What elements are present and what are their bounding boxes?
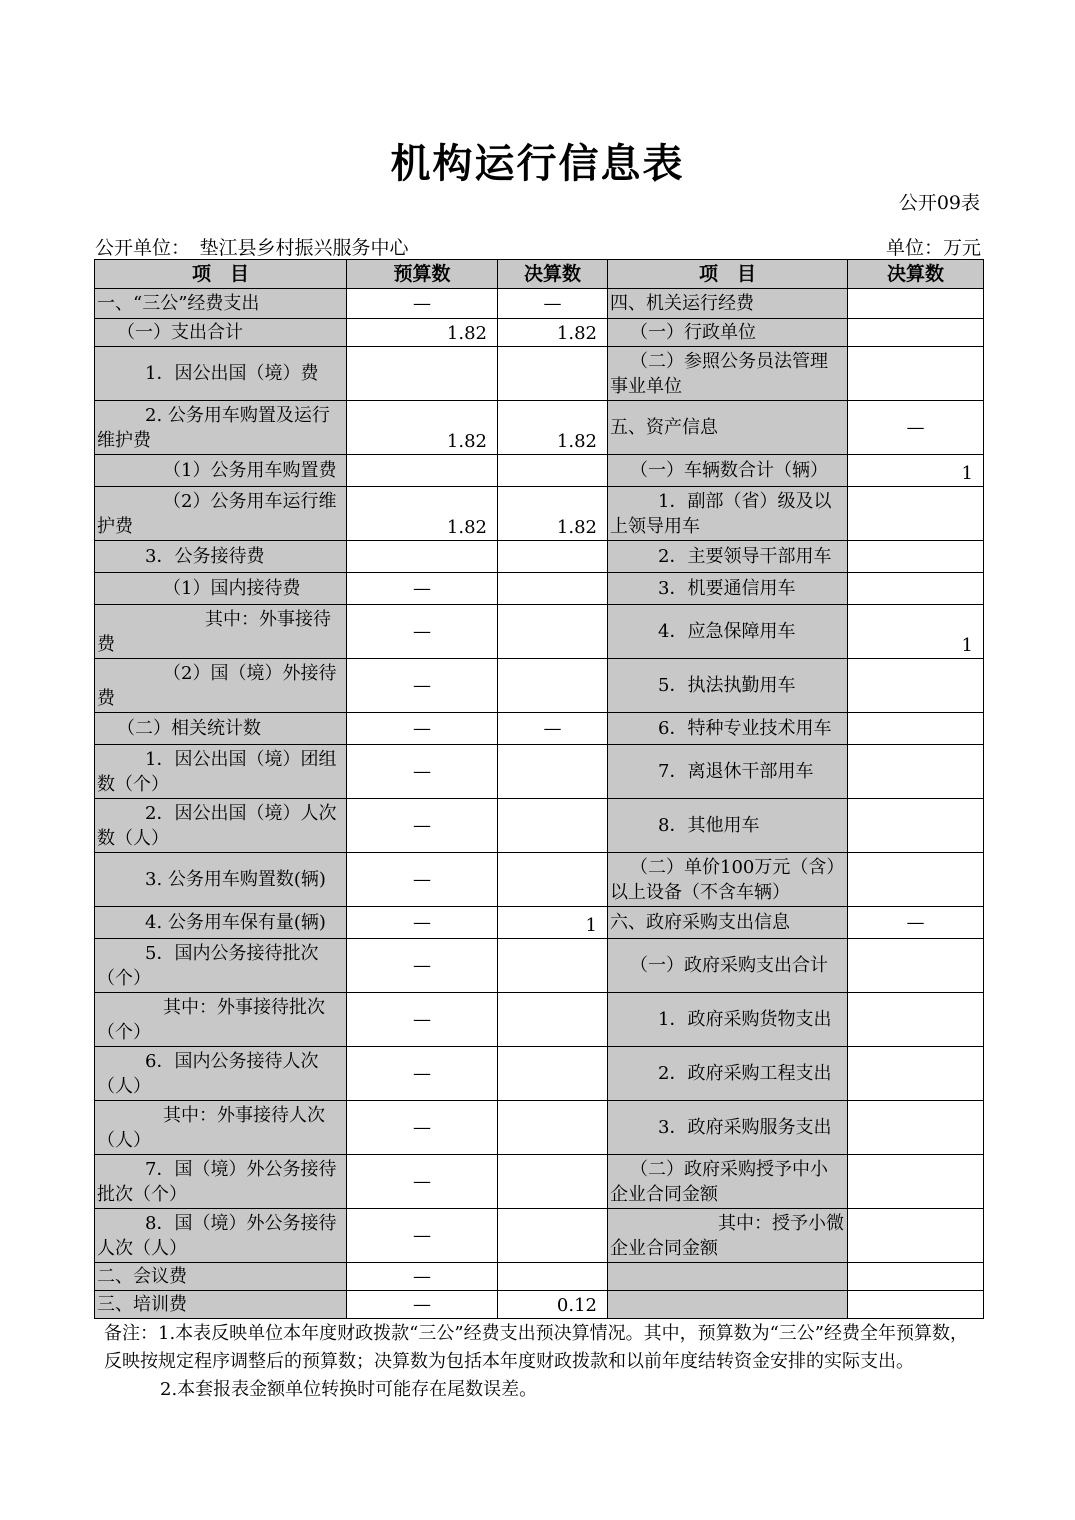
table-header	[95, 260, 984, 289]
cell-item2: 7．离退休干部用车	[608, 745, 848, 799]
header-budget: 预算数	[347, 260, 498, 289]
cell-final	[498, 745, 608, 799]
cell-item: 4. 公务用车保有量(辆)	[95, 907, 347, 939]
table-row	[95, 799, 984, 853]
cell-budget: —	[347, 939, 498, 993]
cell-item2: 1．政府采购货物支出	[608, 993, 848, 1047]
cell-item: 3. 公务用车购置数(辆)	[95, 853, 347, 907]
cell-item: 其中：外事接待费	[95, 605, 347, 659]
cell-item: （二）相关统计数	[95, 713, 347, 745]
cell-final	[498, 939, 608, 993]
cell-final2	[848, 541, 984, 573]
cell-final	[498, 799, 608, 853]
cell-final: 1	[498, 907, 608, 939]
cell-budget	[347, 347, 498, 401]
cell-final	[498, 541, 608, 573]
cell-final	[498, 1101, 608, 1155]
notes	[104, 1320, 984, 1404]
cell-budget: —	[347, 993, 498, 1047]
cell-final: —	[498, 713, 608, 745]
cell-final2	[848, 573, 984, 605]
cell-budget: —	[347, 853, 498, 907]
info-table	[94, 259, 984, 1319]
cell-final2	[848, 487, 984, 541]
cell-item2: （一）行政单位	[608, 319, 848, 347]
cell-final2: 1	[848, 605, 984, 659]
cell-final	[498, 347, 608, 401]
cell-item2: 六、政府采购支出信息	[608, 907, 848, 939]
cell-item: 1．因公出国（境）费	[95, 347, 347, 401]
note-2: 2.本套报表金额单位转换时可能存在尾数误差。	[160, 1379, 538, 1400]
table-row	[95, 573, 984, 605]
table-row	[95, 487, 984, 541]
cell-budget: —	[347, 1291, 498, 1319]
cell-item2: （二）单价100万元（含）以上设备（不含车辆）	[608, 853, 848, 907]
cell-item2: 2．主要领导干部用车	[608, 541, 848, 573]
cell-item: 7．国（境）外公务接待批次（个）	[95, 1155, 347, 1209]
table-row	[95, 939, 984, 993]
table-row	[95, 1291, 984, 1319]
cell-final: 1.82	[498, 319, 608, 347]
cell-final	[498, 1047, 608, 1101]
cell-final: 1.82	[498, 487, 608, 541]
table-row	[95, 1101, 984, 1155]
cell-item: （2）国（境）外接待费	[95, 659, 347, 713]
header-item: 项 目	[95, 260, 347, 289]
table-row	[95, 1263, 984, 1291]
cell-final2	[848, 347, 984, 401]
cell-final	[498, 1155, 608, 1209]
cell-budget: 1.82	[347, 401, 498, 455]
cell-item2	[608, 1291, 848, 1319]
cell-budget: —	[347, 1155, 498, 1209]
cell-item2: 5．执法执勤用车	[608, 659, 848, 713]
cell-budget: 1.82	[347, 487, 498, 541]
table-row	[95, 401, 984, 455]
cell-item2: 4．应急保障用车	[608, 605, 848, 659]
cell-final2	[848, 1291, 984, 1319]
cell-final2	[848, 853, 984, 907]
reporting-unit: 公开单位： 垫江县乡村振兴服务中心	[95, 237, 409, 259]
cell-final2	[848, 319, 984, 347]
unit-row	[95, 233, 981, 259]
table-row	[95, 659, 984, 713]
cell-final: —	[498, 289, 608, 319]
cell-item: 2. 公务用车购置及运行维护费	[95, 401, 347, 455]
header-final: 决算数	[498, 260, 608, 289]
table-row	[95, 541, 984, 573]
table-row	[95, 993, 984, 1047]
cell-item: 三、培训费	[95, 1291, 347, 1319]
cell-final2	[848, 1263, 984, 1291]
cell-item: （1）国内接待费	[95, 573, 347, 605]
cell-item2	[608, 1263, 848, 1291]
cell-budget: 1.82	[347, 319, 498, 347]
cell-item: 其中：外事接待人次（人）	[95, 1101, 347, 1155]
cell-final2	[848, 1155, 984, 1209]
cell-budget: —	[347, 573, 498, 605]
cell-item: 2．因公出国（境）人次数（人）	[95, 799, 347, 853]
cell-final2	[848, 659, 984, 713]
cell-budget: —	[347, 1209, 498, 1263]
cell-item: 1．因公出国（境）团组数（个）	[95, 745, 347, 799]
cell-budget: —	[347, 713, 498, 745]
cell-item: 二、会议费	[95, 1263, 347, 1291]
cell-item: （一）支出合计	[95, 319, 347, 347]
cell-item: 其中：外事接待批次（个）	[95, 993, 347, 1047]
cell-final2	[848, 745, 984, 799]
table-row	[95, 605, 984, 659]
table-row	[95, 1047, 984, 1101]
cell-budget	[347, 541, 498, 573]
cell-item: 3．公务接待费	[95, 541, 347, 573]
cell-budget: —	[347, 799, 498, 853]
cell-final2	[848, 939, 984, 993]
cell-final2	[848, 1047, 984, 1101]
header-final2: 决算数	[848, 260, 984, 289]
cell-final2: —	[848, 401, 984, 455]
cell-item2: 6．特种专业技术用车	[608, 713, 848, 745]
form-number: 公开09表	[898, 192, 980, 214]
page-title: 机构运行信息表	[390, 140, 685, 187]
cell-final	[498, 993, 608, 1047]
cell-item2: 3．政府采购服务支出	[608, 1101, 848, 1155]
table-row	[95, 853, 984, 907]
table-row	[95, 1209, 984, 1263]
cell-final	[498, 605, 608, 659]
cell-item2: （一）车辆数合计（辆）	[608, 455, 848, 487]
cell-item: 5．国内公务接待批次（个）	[95, 939, 347, 993]
cell-item: （2）公务用车运行维护费	[95, 487, 347, 541]
cell-final2: 1	[848, 455, 984, 487]
cell-budget: —	[347, 659, 498, 713]
table-row	[95, 1155, 984, 1209]
cell-budget: —	[347, 605, 498, 659]
cell-item: （1）公务用车购置费	[95, 455, 347, 487]
cell-budget: —	[347, 907, 498, 939]
cell-item: 8．国（境）外公务接待人次（人）	[95, 1209, 347, 1263]
table-row	[95, 289, 984, 319]
currency-unit: 单位：万元	[885, 237, 981, 259]
cell-final2	[848, 713, 984, 745]
cell-budget: —	[347, 1101, 498, 1155]
table-row	[95, 745, 984, 799]
table-row	[95, 713, 984, 745]
header-item2: 项 目	[608, 260, 848, 289]
cell-final2	[848, 289, 984, 319]
cell-item2: 其中：授予小微企业合同金额	[608, 1209, 848, 1263]
cell-item2: （二）政府采购授予中小企业合同金额	[608, 1155, 848, 1209]
cell-final	[498, 1263, 608, 1291]
cell-item: 一、“三公”经费支出	[95, 289, 347, 319]
cell-final	[498, 853, 608, 907]
table-row	[95, 907, 984, 939]
cell-item2: 1．副部（省）级及以上领导用车	[608, 487, 848, 541]
cell-final	[498, 659, 608, 713]
cell-item2: 2．政府采购工程支出	[608, 1047, 848, 1101]
cell-final2	[848, 1101, 984, 1155]
cell-item2: 3．机要通信用车	[608, 573, 848, 605]
table-row	[95, 319, 984, 347]
cell-final2	[848, 993, 984, 1047]
cell-budget: —	[347, 745, 498, 799]
cell-final2: —	[848, 907, 984, 939]
cell-budget: —	[347, 1047, 498, 1101]
cell-item2: 五、资产信息	[608, 401, 848, 455]
cell-final: 0.12	[498, 1291, 608, 1319]
cell-final: 1.82	[498, 401, 608, 455]
note-1: 备注：1.本表反映单位本年度财政拨款“三公”经费支出预决算情况。其中，预算数为“三公”经费全年预算数，反映按规定程序调整后的预算数；决算数为包括本年度财政拨款和以前年度结转资金安排的实际支出。	[104, 1323, 968, 1372]
cell-budget	[347, 455, 498, 487]
cell-item2: （二）参照公务员法管理事业单位	[608, 347, 848, 401]
cell-item: 6．国内公务接待人次（人）	[95, 1047, 347, 1101]
table-row	[95, 347, 984, 401]
cell-item2: （一）政府采购支出合计	[608, 939, 848, 993]
cell-item2: 8．其他用车	[608, 799, 848, 853]
cell-final	[498, 455, 608, 487]
cell-budget: —	[347, 1263, 498, 1291]
cell-final2	[848, 1209, 984, 1263]
cell-item2: 四、机关运行经费	[608, 289, 848, 319]
cell-final	[498, 1209, 608, 1263]
cell-final	[498, 573, 608, 605]
cell-budget: —	[347, 289, 498, 319]
cell-final2	[848, 799, 984, 853]
table-row	[95, 455, 984, 487]
